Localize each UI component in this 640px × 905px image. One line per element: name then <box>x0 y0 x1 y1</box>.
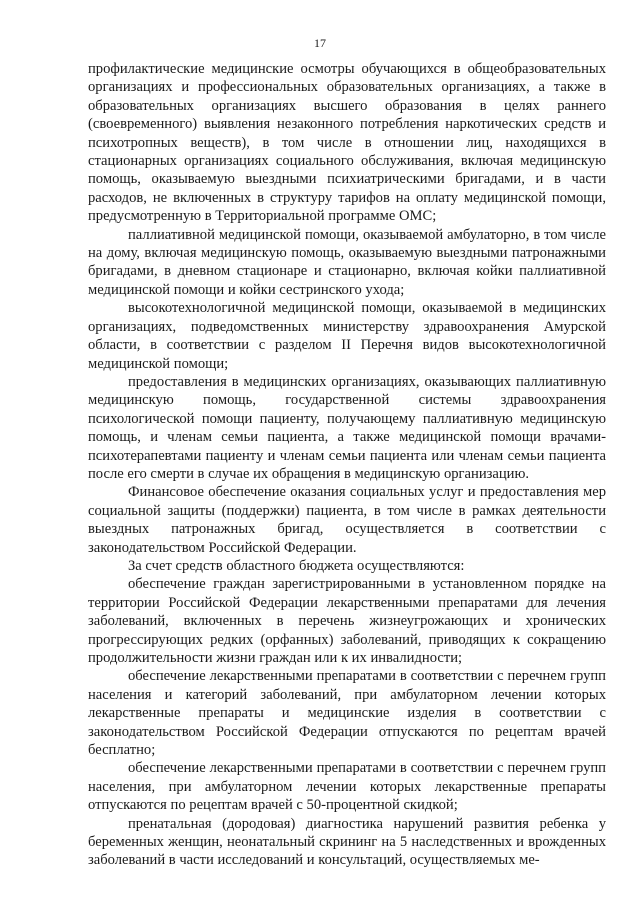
paragraph-3: высокотехнологичной медицинской помощи, оказываемой в медицинских организациях, подведомственных министерству здравоохранения Амурской области, в соответствии с разделом II Перечня видов высокотехнологичной медицинской помощи; <box>88 300 606 372</box>
paragraph-2: паллиативной медицинской помощи, оказываемой амбулаторно, в том числе на дому, включая медицинскую помощь, оказываемую выездными патронажными бригадами, в дневном стационаре и стационарно, включая койки паллиативной медицинской помощи и койки сестринского ухода; <box>88 226 606 298</box>
paragraph-5: Финансовое обеспечение оказания социальных услуг и предоставления мер социальной защиты (поддержки) пациента, в том числе в рамках деятельности выездных патронажных бригад, осуществляется в соответствии с законодательством Российской Федерации. <box>88 484 606 556</box>
paragraph-7: обеспечение граждан зарегистрированными в установленном порядке на территории Российской Федерации лекарственными препаратами для лечения заболеваний, включенных в перечень жизнеугрожающих и хронических прогрессирующих редких (орфанных) заболеваний, приводящих к сокращению продолжительности жизни граждан или к их инвалидности; <box>88 576 606 666</box>
paragraph-6: За счет средств областного бюджета осуществляются: <box>128 557 465 574</box>
paragraph-9: обеспечение лекарственными препаратами в соответствии с перечнем групп населения, при амбулаторном лечении которых лекарственные препараты отпускаются по рецептам врачей с 50-процентной скидкой; <box>88 760 606 814</box>
document-body <box>88 60 606 870</box>
paragraph-4: предоставления в медицинских организациях, оказывающих паллиативную медицинскую помощь, государственной системы здравоохранения психологической помощи пациенту, получающему паллиативную медицинскую помощь, и членам семьи пациента, а также медицинской помощи врачами-психотерапевтами пациенту и членам семьи пациента или членам семьи пациента после его смерти в случае их обращения в медицинскую организацию. <box>88 373 606 482</box>
paragraph-1: профилактические медицинские осмотры обучающихся в общеобразовательных организациях и профессиональных образовательных организациях, а также в образовательных организациях высшего образования в целях раннего (своевременного) выявления незаконного потребления наркотических средств и психотропных веществ), в том числе в отношении лиц, находящихся в стационарных организациях социального обслуживания, включая медицинскую помощь, оказываемую выездными психиатрическими бригадами, и в части расходов, не включенных в структуру тарифов на оплату медицинской помощи, предусмотренную в Территориальной программе ОМС; <box>88 61 606 225</box>
paragraph-8: обеспечение лекарственными препаратами в соответствии с перечнем групп населения и категорий заболеваний, при амбулаторном лечении которых лекарственные препараты и медицинские изделия в соответствии с законодательством Российской Федерации отпускаются по рецептам врачей бесплатно; <box>88 668 606 759</box>
paragraph-10: пренатальная (дородовая) диагностика нарушений развития ребенка у беременных женщин, неонатальный скрининг на 5 наследственных и врожденных заболеваний в части исследований и консультаций, осуществляемых ме- <box>88 815 606 869</box>
page-number: 17 <box>314 36 326 50</box>
